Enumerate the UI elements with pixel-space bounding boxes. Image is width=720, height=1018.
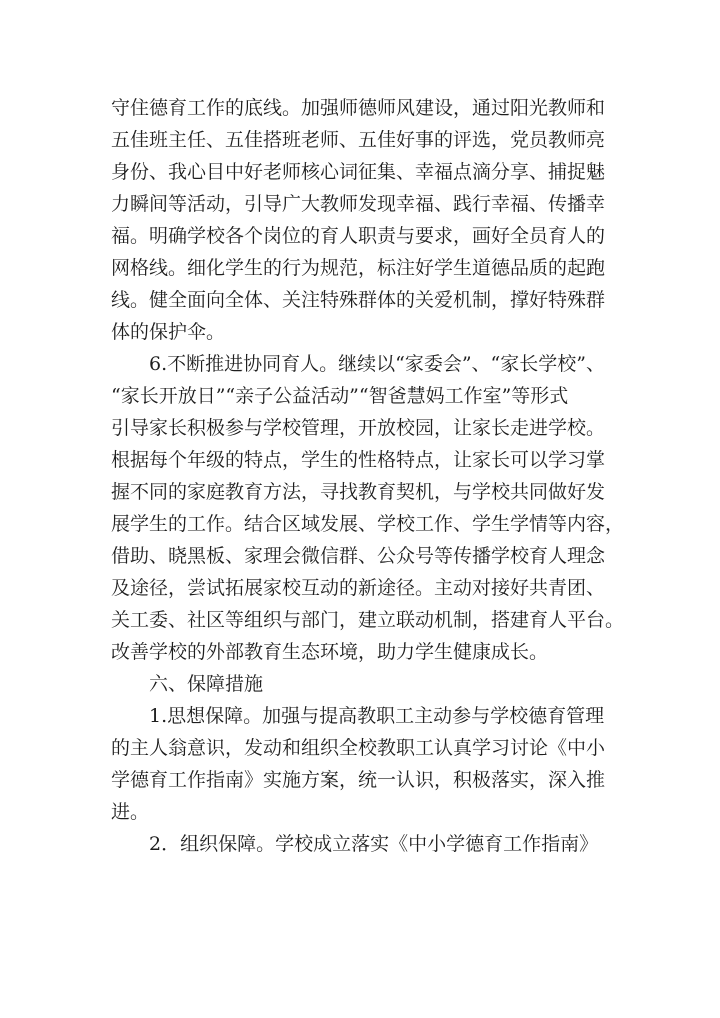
text-line: 身份、我心目中好老师核心词征集、幸福点滴分享、捕捉魅 <box>111 161 606 183</box>
text-line: 根据每个年级的特点，学生的性格特点，让家长可以学习掌 <box>111 449 606 471</box>
text-line: 线。健全面向全体、关注特殊群体的关爱机制，撑好特殊群 <box>111 289 606 311</box>
text-line: 体的保护伞。 <box>111 321 226 343</box>
text-line: 守住德育工作的底线。加强师德师风建设，通过阳光教师和 <box>111 97 606 119</box>
text-line: 借助、晓黑板、家理会微信群、公众号等传播学校育人理念 <box>111 545 606 567</box>
text-line: 引导家长积极参与学校管理，开放校园，让家长走进学校。 <box>111 417 606 439</box>
text-line: 网格线。细化学生的行为规范，标注好学生道德品质的起跑 <box>111 257 606 279</box>
text-line: 力瞬间等活动，引导广大教师发现幸福、践行幸福、传播幸 <box>111 193 606 215</box>
text-line: “家长开放日”“亲子公益活动”“智爸慧妈工作室”等形式 <box>111 385 569 407</box>
text-line: 的主人翁意识，发动和组织全校教职工认真学习讨论《中小 <box>111 737 606 759</box>
text-line: 福。明确学校各个岗位的育人职责与要求，画好全员育人的 <box>111 225 606 247</box>
text-line: 及途径，尝试拓展家校互动的新途径。主动对接好共青团、 <box>111 577 606 599</box>
text-line: 握不同的家庭教育方法，寻找教育契机，与学校共同做好发 <box>111 481 606 503</box>
text-line: 展学生的工作。结合区域发展、学校工作、学生学情等内容， <box>111 513 625 535</box>
paragraph-start-line: 1.思想保障。加强与提高教职工主动参与学校德育管理 <box>149 705 605 727</box>
text-line: 进。 <box>111 801 150 823</box>
document-body <box>111 92 631 860</box>
paragraph-start-line: 6.不断推进协同育人。继续以“家委会”、“家长学校”、 <box>149 353 605 375</box>
paragraph-start-line: 2．组织保障。学校成立落实《中小学德育工作指南》 <box>149 833 599 855</box>
text-line: 五佳班主任、五佳搭班老师、五佳好事的评选，党员教师亮 <box>111 129 606 151</box>
text-line: 改善学校的外部教育生态环境，助力学生健康成长。 <box>111 641 549 663</box>
section-heading: 六、保障措施 <box>149 673 264 695</box>
text-line: 学德育工作指南》实施方案，统一认识，积极落实，深入推 <box>111 769 606 791</box>
text-line: 关工委、社区等组织与部门，建立联动机制，搭建育人平台。 <box>111 609 625 631</box>
